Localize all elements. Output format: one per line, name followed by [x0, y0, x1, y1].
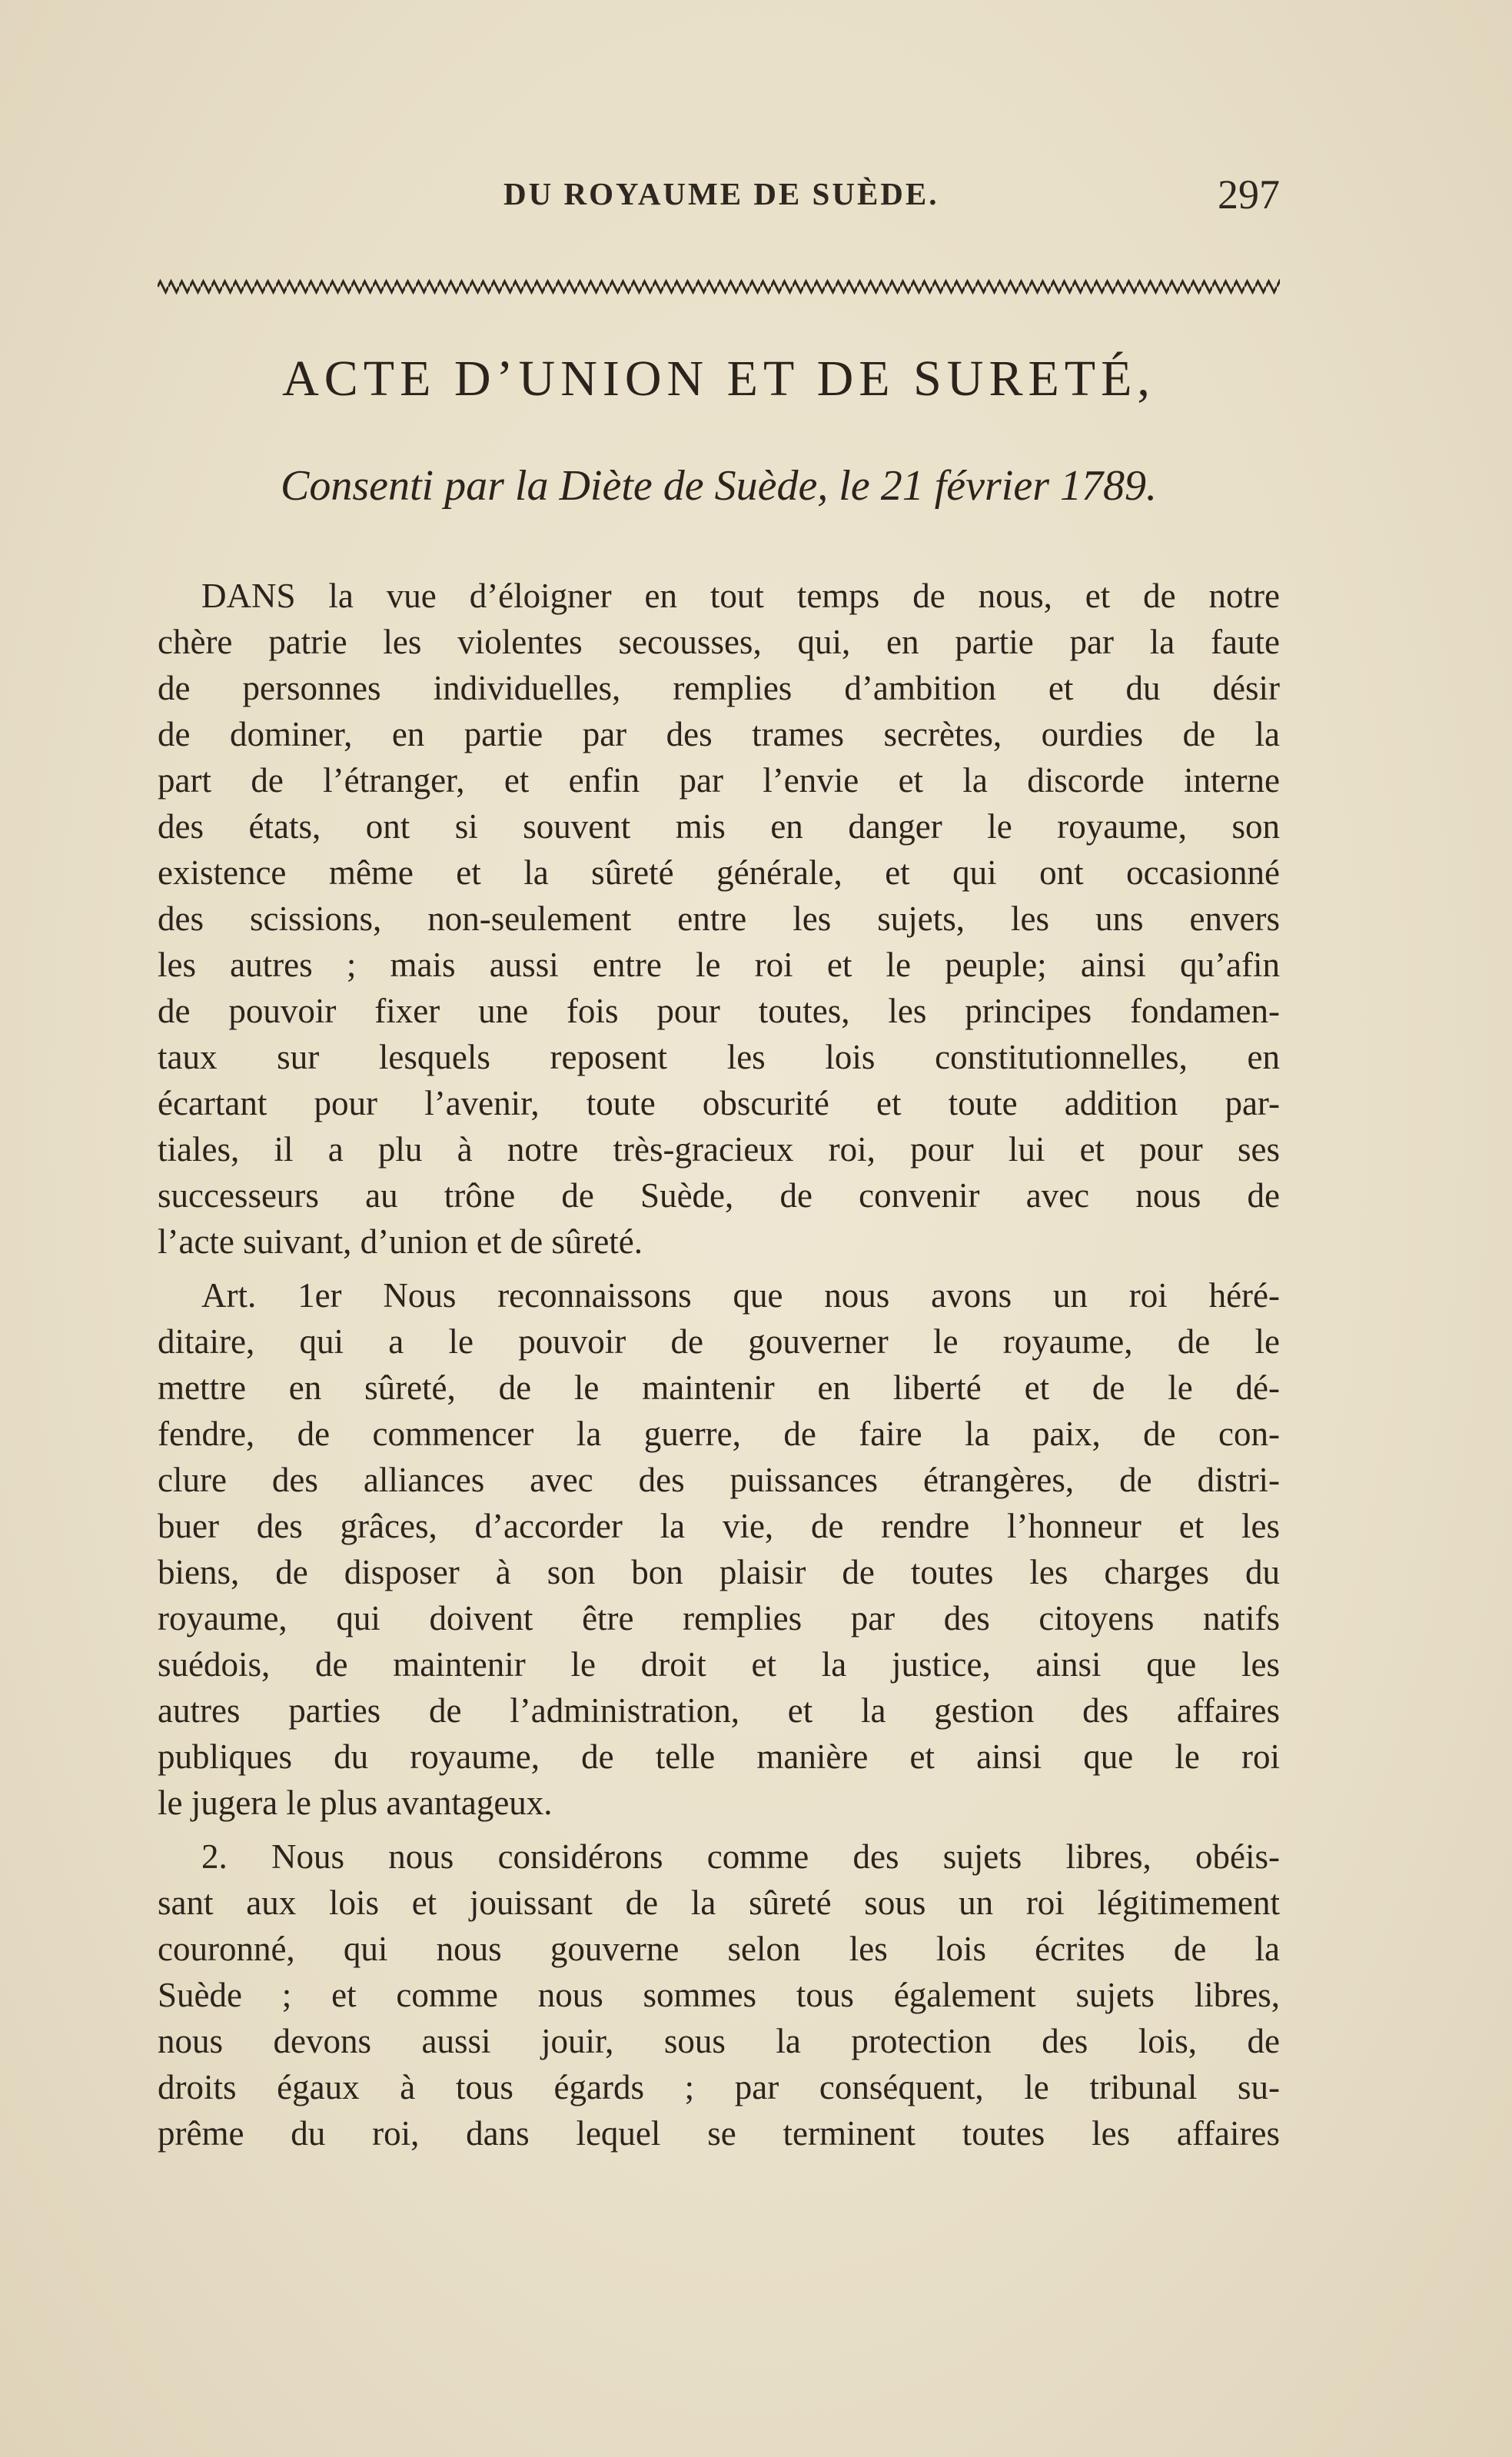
text-line: mettre en sûreté, de le maintenir en liberté et de le dé-	[158, 1368, 1280, 1407]
text-line: biens, de disposer à son bon plaisir de toutes les charges du	[158, 1553, 1280, 1591]
running-head	[158, 171, 1280, 229]
text-line: successeurs au trône de Suède, de convenir avec nous de	[158, 1176, 1280, 1215]
text-line: prême du roi, dans lequel se terminent toutes les affaires	[158, 2114, 1280, 2153]
text-line: nous devons aussi jouir, sous la protection des lois, de	[158, 2022, 1280, 2060]
document-subtitle: Consenti par la Diète de Suède, le 21 février 1789.	[281, 462, 1157, 510]
text-line: fendre, de commencer la guerre, de faire la paix, de con-	[158, 1415, 1280, 1453]
text-line: le jugera le plus avantageux.	[158, 1784, 553, 1822]
text-line: royaume, qui doivent être remplies par des citoyens natifs	[158, 1599, 1280, 1637]
text-line: tiales, il a plu à notre très-gracieux roi, pour lui et pour ses	[158, 1130, 1280, 1169]
text-line: chère patrie les violentes secousses, qui, en partie par la faute	[158, 623, 1280, 661]
ornament-rule	[158, 278, 1280, 295]
text-line: de dominer, en partie par des trames secrètes, ourdies de la	[158, 715, 1280, 753]
text-line: taux sur lesquels reposent les lois constitutionnelles, en	[158, 1038, 1280, 1076]
running-title: DU ROYAUME DE SUÈDE.	[503, 176, 939, 211]
text-line: l’acte suivant, d’union et de sûreté.	[158, 1222, 643, 1261]
text-line: clure des alliances avec des puissances étrangères, de distri-	[158, 1461, 1280, 1499]
page-number: 297	[1218, 171, 1280, 218]
text-line: 2. Nous nous considérons comme des sujets libres, obéis-	[201, 1837, 1280, 1876]
text-line: les autres ; mais aussi entre le roi et le peuple; ainsi qu’afin	[158, 946, 1280, 984]
document-title: ACTE D’UNION ET DE SURETÉ,	[282, 351, 1155, 407]
text-line: part de l’étranger, et enfin par l’envie et la discorde interne	[158, 761, 1280, 800]
text-line: de pouvoir fixer une fois pour toutes, les principes fondamen-	[158, 992, 1280, 1030]
text-line: Suède ; et comme nous sommes tous également sujets libres,	[158, 1976, 1280, 2014]
text-line: des scissions, non-seulement entre les sujets, les uns envers	[158, 899, 1280, 938]
text-line: ditaire, qui a le pouvoir de gouverner le royaume, de le	[158, 1322, 1280, 1361]
text-line: Art. 1er Nous reconnaissons que nous avons un roi héré-	[201, 1276, 1280, 1315]
text-line: écartant pour l’avenir, toute obscurité et toute addition par-	[158, 1084, 1280, 1122]
text-line: DANS la vue d’éloigner en tout temps de nous, et de notre	[201, 577, 1280, 615]
text-line: suédois, de maintenir le droit et la justice, ainsi que les	[158, 1645, 1280, 1684]
text-line: des états, ont si souvent mis en danger le royaume, son	[158, 807, 1280, 846]
text-line: buer des grâces, d’accorder la vie, de rendre l’honneur et les	[158, 1507, 1280, 1545]
text-line: existence même et la sûreté générale, et qui ont occasionné	[158, 853, 1280, 892]
text-line: sant aux lois et jouissant de la sûreté sous un roi légitimement	[158, 1883, 1280, 1922]
text-line: publiques du royaume, de telle manière et ainsi que le roi	[158, 1737, 1280, 1776]
text-line: autres parties de l’administration, et la gestion des affaires	[158, 1691, 1280, 1730]
text-line: de personnes individuelles, remplies d’ambition et du désir	[158, 669, 1280, 707]
text-line: droits égaux à tous égards ; par conséquent, le tribunal su-	[158, 2068, 1280, 2106]
text-line: couronné, qui nous gouverne selon les lois écrites de la	[158, 1930, 1280, 1968]
